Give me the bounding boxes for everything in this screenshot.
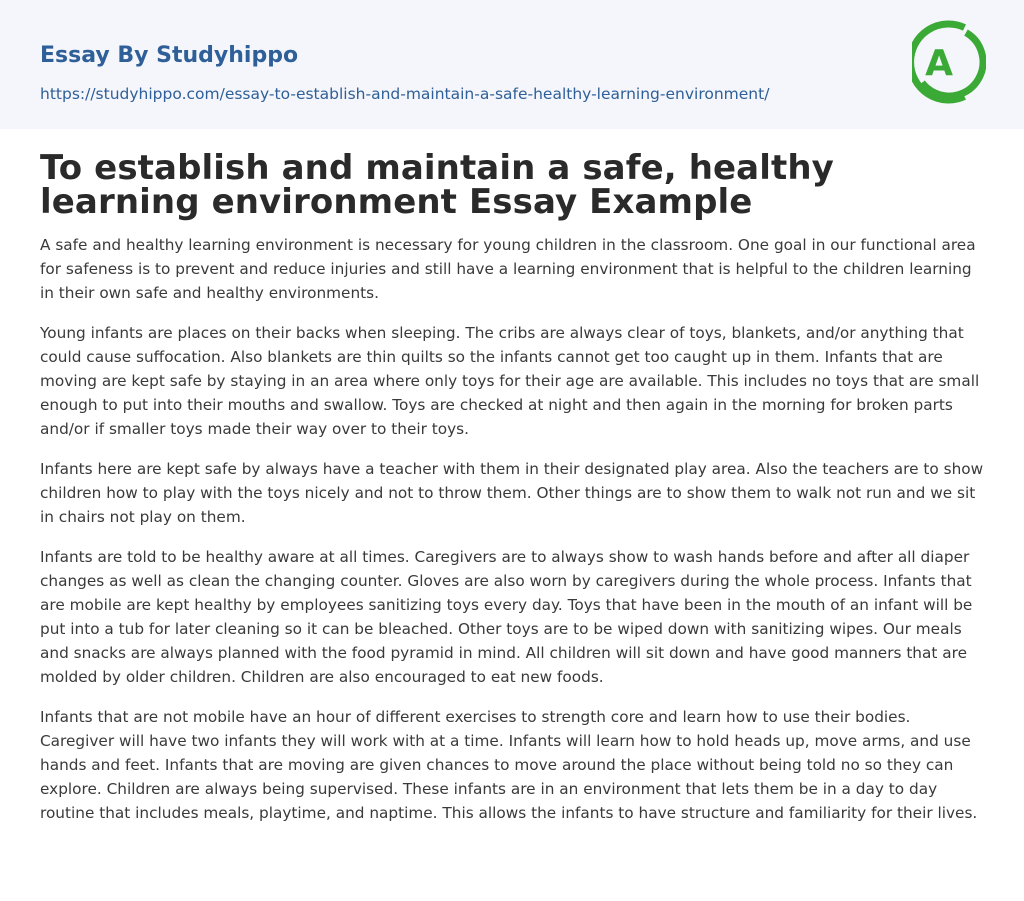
article-paragraph: Infants are told to be healthy aware at all times. Caregivers are to always show to wash hands before and after all diaper changes as well as clean the changing counter. Gloves are also worn by caregivers during the whole process. Infants that are mobile are kept healthy by employees sanitizing toys every day. Toys that have been in the mouth of an infant will be put into a tub for later cleaning so it can be bleached. Other toys are to be wiped down with sanitizing wipes. Our meals and snacks are always planned with the food pyramid in mind. All children will sit down and have good manners that are molded by older children. Children are also encouraged to eat new foods. xyxy=(40,548,973,686)
article-paragraph: Infants here are kept safe by always have a teacher with them in their designated play area. Also the teachers are to show children how to play with the toys nicely and not to throw them. Other things are to show them to walk not run and we sit in chairs not play on them. xyxy=(40,460,984,526)
site-brand[interactable]: Essay By Studyhippo xyxy=(40,43,299,68)
article-paragraph: A safe and healthy learning environment is necessary for young children in the classroom. One goal in our functional area for safeness is to prevent and reduce injuries and still have a learning environment that is helpful to the children learning in their own safe and healthy environments. xyxy=(40,236,976,302)
studyhippo-logo-icon[interactable] xyxy=(912,20,986,104)
site-header xyxy=(0,0,1024,129)
logo-letter: A xyxy=(925,43,953,84)
essay-url-link[interactable]: https://studyhippo.com/essay-to-establish-and-maintain-a-safe-healthy-learning-environment/ xyxy=(40,85,770,103)
article-paragraph: Infants that are not mobile have an hour of different exercises to strength core and learn how to use their bodies. Caregiver will have two infants they will work with at a time. Infants will learn how to hold heads up, move arms, and use hands and feet. Infants that are moving are given chances to move around the place without being told no so they can explore. Children are always being supervised. These infants are in an environment that lets them be in a day to day routine that includes meals, playtime, and naptime. This allows the infants to have structure and familiarity for their lives. xyxy=(40,708,978,822)
article-title: To establish and maintain a safe, healthy learning environment Essay Example xyxy=(40,148,834,222)
article-body xyxy=(0,129,1024,825)
article-paragraph: Young infants are places on their backs when sleeping. The cribs are always clear of toys, blankets, and/or anything that could cause suffocation. Also blankets are thin quilts so the infants cannot get too caught up in them. Infants that are moving are kept safe by staying in an area where only toys for their age are available. This includes no toys that are small enough to put into their mouths and swallow. Toys are checked at night and then again in the morning for broken parts and/or if smaller toys made their way over to their toys. xyxy=(40,324,980,438)
